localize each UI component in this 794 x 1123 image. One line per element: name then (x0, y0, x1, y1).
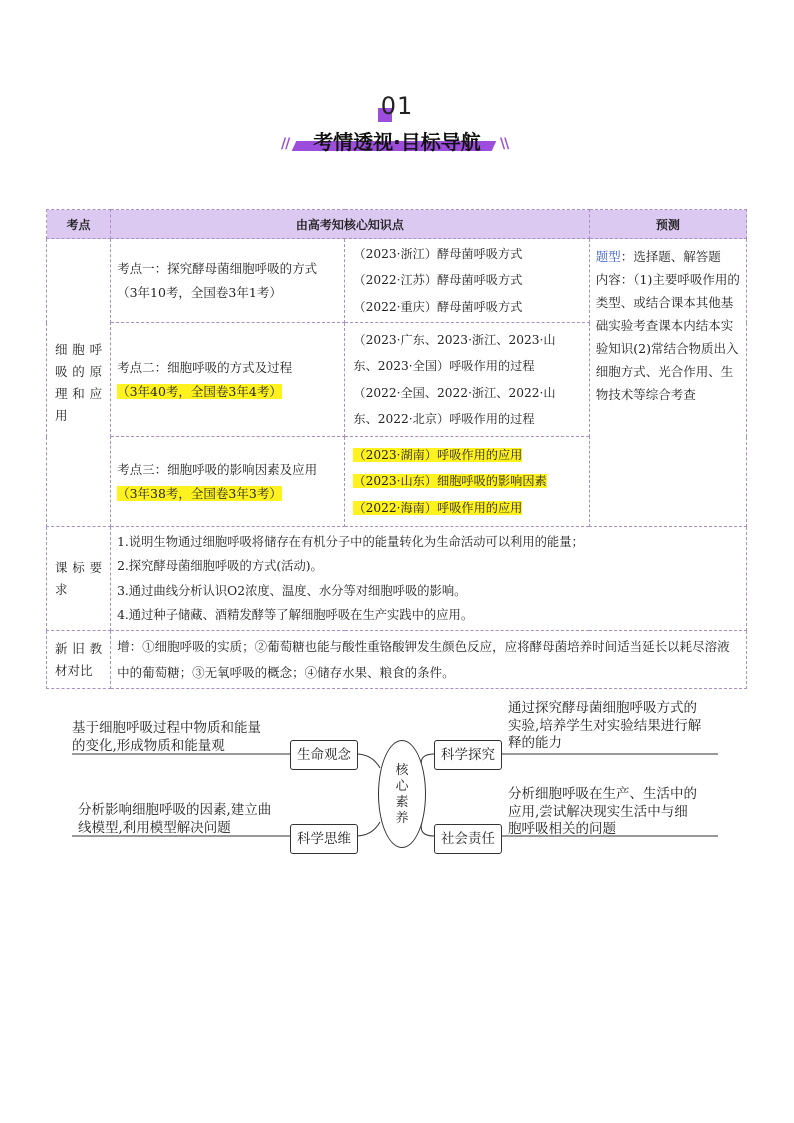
section-number: 01 (380, 92, 414, 120)
kaodian-title: 考点一：探究酵母菌细胞呼吸的方式 (117, 260, 318, 276)
table-row (47, 631, 747, 689)
desc-line: 通过探究酵母菌细胞呼吸方式的 (508, 700, 697, 716)
header-knowledge: 由高考知核心知识点 (111, 210, 590, 239)
desc-line: 胞呼吸相关的问题 (508, 821, 616, 837)
kaodian-stats: （3年10考，全国卷3年1考） (117, 284, 282, 300)
table-row (47, 527, 747, 631)
desc-line: 应用,尝试解决现实生活中与细 (508, 803, 688, 820)
concept-desc-4 (508, 786, 697, 839)
section-heading (0, 92, 794, 162)
concept-desc-3 (78, 802, 271, 837)
kaodian-title: 考点三：细胞呼吸的影响因素及应用 (117, 461, 318, 477)
exam-line: （2022·江苏）酵母菌呼吸方式 (353, 273, 523, 288)
prediction-content: 内容：（1)主要呼吸作用的类型、或结合课本其他基础实验考查课本内结本实验知识(2)常结合物质出入细胞方式、光合作用、生物技术等综合考查 (595, 272, 740, 402)
exam-analysis-table (46, 209, 747, 689)
left-slash-decoration: // (281, 136, 290, 152)
prediction-cell (589, 239, 746, 527)
center-char: 心 (395, 779, 409, 794)
center-char: 养 (395, 811, 409, 826)
center-char: 核 (395, 763, 409, 778)
header-prediction: 预测 (589, 210, 746, 239)
desc-line: 分析影响细胞呼吸的因素,建立曲 (78, 802, 272, 818)
desc-line: 线模型,利用模型解决问题 (78, 819, 231, 836)
concept-desc-2 (508, 700, 701, 753)
curriculum-item: 4.通过种子储藏、酒精发酵等了解细胞呼吸在生产实践中的应用。 (117, 608, 474, 622)
kaodian-stats: （3年40考，全国卷3年4考） (117, 383, 282, 399)
table-header-row (47, 210, 747, 239)
prediction-type-label: 题型 (595, 249, 621, 264)
header-kaodian: 考点 (47, 210, 111, 239)
tag-science-inquiry: 科学探究 (434, 740, 502, 770)
exam-line: （2023·湖南）呼吸作用的应用 (353, 447, 523, 462)
exam-line: （2023·山东）细胞呼吸的影响因素 (353, 474, 547, 489)
core-literacy-diagram (0, 690, 794, 880)
textbook-comparison: 增：①细胞呼吸的实质；②葡萄糖也能与酸性重铬酸钾发生颜色反应，应将酵母菌培养时间适当延长以耗尽溶液中的葡萄糖；③无氧呼吸的概念；④储存水果、粮食的条件。 (111, 631, 747, 689)
desc-line: 基于细胞呼吸过程中物质和能量 (72, 720, 261, 736)
exam-line: （2022·全国、2022·浙江、2022·山 (353, 385, 556, 400)
prediction-type-text: ：选择题、解答题 (620, 249, 721, 264)
desc-line: 的变化,形成物质和能量观 (72, 737, 225, 754)
exam-list-1 (345, 239, 589, 323)
topic-label: 细胞呼吸的原理和应用 (47, 239, 111, 527)
kaodian-stats: （3年38考，全国卷3年3考） (117, 485, 282, 501)
center-char: 素 (395, 795, 409, 810)
curriculum-item: 2.探究酵母菌细胞呼吸的方式(活动)。 (117, 559, 323, 573)
kaodian-2 (111, 323, 345, 437)
exam-list-3 (345, 437, 589, 527)
exam-line: （2023·浙江）酵母菌呼吸方式 (353, 246, 523, 261)
table-row (47, 239, 747, 323)
curriculum-label: 课标要求 (47, 527, 111, 631)
desc-line: 分析细胞呼吸在生产、生活中的 (508, 786, 697, 802)
exam-line: （2022·重庆）酵母菌呼吸方式 (353, 299, 523, 314)
curriculum-requirements (111, 527, 747, 631)
desc-line: 实验,培养学生对实验结果进行解 (508, 717, 702, 734)
tag-social-responsibility: 社会责任 (434, 824, 502, 854)
kaodian-1 (111, 239, 345, 323)
exam-line: 东、2023·全国）呼吸作用的过程 (353, 359, 535, 373)
tag-science-thinking: 科学思维 (290, 824, 358, 854)
concept-desc-1 (72, 720, 261, 755)
right-slash-decoration: \\ (500, 136, 509, 152)
curriculum-item: 3.通过曲线分析认识O2浓度、温度、水分等对细胞呼吸的影响。 (117, 583, 467, 598)
exam-line: 东、2022·北京）呼吸作用的过程 (353, 412, 535, 426)
desc-line: 释的能力 (508, 735, 562, 751)
kaodian-3 (111, 437, 345, 527)
exam-list-2 (345, 323, 589, 437)
core-literacy-center (378, 740, 426, 848)
section-title: 考情透视·目标导航 (313, 130, 481, 154)
curriculum-item: 1.说明生物通过细胞呼吸将储存在有机分子中的能量转化为生命活动可以利用的能量； (117, 534, 584, 549)
tag-life-concept: 生命观念 (290, 740, 358, 770)
exam-line: （2023·广东、2023·浙江、2023·山 (353, 332, 556, 347)
comparison-label: 新旧教材对比 (47, 631, 111, 689)
kaodian-title: 考点二：细胞呼吸的方式及过程 (117, 359, 293, 375)
exam-line: （2022·海南）呼吸作用的应用 (353, 500, 523, 515)
